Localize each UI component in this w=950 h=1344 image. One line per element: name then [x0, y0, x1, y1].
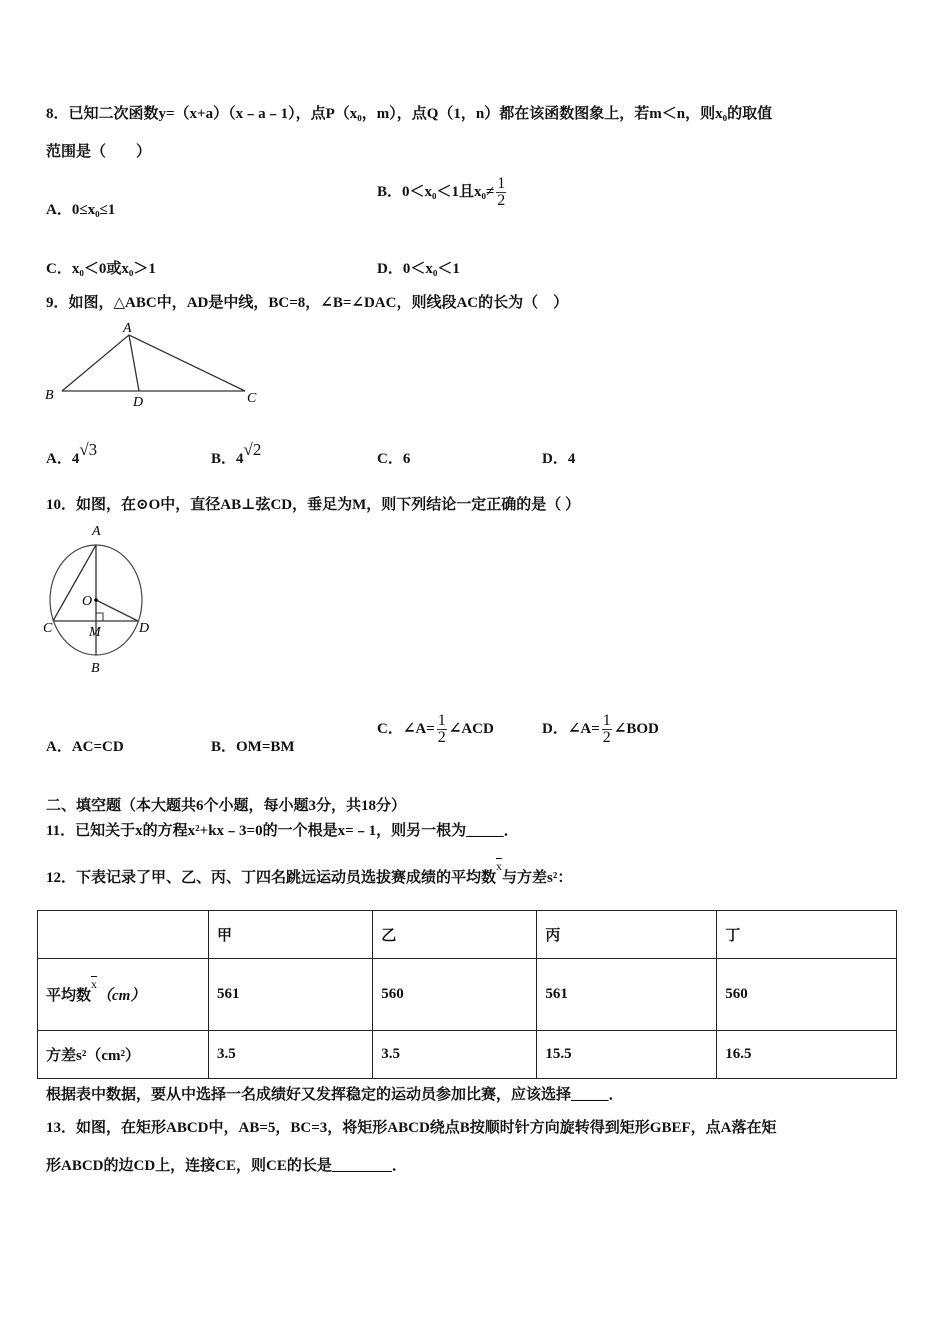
text: 12．下表记录了甲、乙、丙、丁四名跳远运动员选拔赛成绩的平均数	[46, 870, 497, 886]
denominator: 2	[437, 729, 446, 746]
q10-option-c	[377, 713, 494, 746]
header-cell: 乙	[373, 911, 537, 959]
q9-option-b-text: B．4	[211, 451, 244, 467]
label-m: M	[89, 625, 101, 640]
circle-diagram	[40, 520, 190, 680]
q10-stem: 10．如图，在⊙O中，直径AB⊥弦CD，垂足为M，则下列结论一定正确的是（ ）	[46, 497, 581, 513]
label-o: O	[82, 594, 93, 609]
fraction	[437, 713, 447, 746]
x-bar: x	[91, 977, 98, 991]
label-b: B	[91, 661, 100, 676]
q9-option-d: D．4	[542, 451, 576, 467]
score-table	[37, 910, 897, 1079]
q10-option-d	[542, 713, 659, 746]
text: D．∠A=	[542, 720, 600, 737]
text: ∠BOD	[613, 720, 659, 737]
cell: 3.5	[209, 1031, 373, 1079]
cell: 560	[717, 959, 897, 1031]
label-c: C	[247, 391, 257, 406]
q10-option-b: B．OM=BM	[211, 739, 295, 755]
triangle-diagram	[40, 318, 270, 410]
row-label: 方差s²（cm²）	[38, 1031, 209, 1079]
q9-stem: 9．如图，△ABC中，AD是中线，BC=8，∠B=∠DAC，则线段AC的长为（ ）	[46, 295, 569, 311]
q8-stem-line1: 8．已知二次函数y=（x+a）（x﹣a﹣1），点P（x₀，m），点Q（1，n）都在该函数图象上，若m＜n，则x₀的取值	[46, 106, 773, 122]
label-a: A	[123, 321, 132, 336]
q9-option-c: C．6	[377, 451, 411, 467]
q11: 11．已知关于x的方程x²+kx﹣3=0的一个根是x=﹣1，则另一根为_____．	[46, 823, 519, 839]
q13-line2: 形ABCD的边CD上，连接CE，则CE的长是________．	[46, 1158, 407, 1174]
q9-option-a-text: A．4	[46, 451, 80, 467]
q8-option-a: A．0≤x₀≤1	[46, 202, 116, 218]
label-d: D	[133, 395, 144, 410]
q12-after: 根据表中数据，要从中选择一名成绩好又发挥稳定的运动员参加比赛，应该选择_____．	[46, 1087, 624, 1103]
cell: 3.5	[373, 1031, 537, 1079]
numerator: 1	[602, 712, 611, 729]
x-bar: x	[496, 859, 503, 873]
sqrt: √3	[79, 440, 98, 459]
cell: 561	[537, 959, 717, 1031]
table-row	[38, 959, 897, 1031]
q8-option-b	[377, 176, 508, 209]
section-heading: 二、填空题（本大题共6个小题，每小题3分，共18分）	[46, 798, 407, 814]
q8-option-c: C．x₀＜0或x₀＞1	[46, 261, 156, 277]
q8-option-b-text: B．0＜x₀＜1且x₀≠	[377, 183, 495, 200]
q9-option-b	[211, 440, 262, 468]
header-cell: 甲	[209, 911, 373, 959]
label-b: B	[45, 388, 54, 403]
q8-stem-line2: 范围是（ ）	[46, 144, 152, 160]
cell: 16.5	[717, 1031, 897, 1079]
q8-option-d: D．0＜x₀＜1	[377, 261, 460, 277]
row-label	[38, 959, 209, 1031]
header-cell	[38, 911, 209, 959]
numerator: 1	[497, 175, 506, 192]
label-d: D	[139, 621, 150, 636]
fraction	[602, 713, 612, 746]
header-cell: 丁	[717, 911, 897, 959]
sqrt: √2	[243, 440, 262, 459]
label-a: A	[92, 524, 101, 539]
q12-stem	[46, 859, 573, 887]
q10-option-a: A．AC=CD	[46, 739, 124, 755]
text: 平均数	[46, 988, 92, 1004]
text: 与方差s²：	[502, 870, 573, 886]
denominator: 2	[497, 192, 506, 209]
unit: （cm）	[97, 988, 146, 1004]
q9-option-a	[46, 440, 98, 468]
table-row	[38, 1031, 897, 1079]
cell: 15.5	[537, 1031, 717, 1079]
numerator: 1	[437, 712, 446, 729]
cell: 561	[209, 959, 373, 1031]
fraction	[496, 176, 506, 209]
header-cell: 丙	[537, 911, 717, 959]
text: ∠ACD	[448, 720, 494, 737]
q13-line1: 13．如图，在矩形ABCD中，AB=5，BC=3，将矩形ABCD绕点B按顺时针方向旋转得到矩形GBEF，点A落在矩	[46, 1120, 777, 1136]
label-c: C	[43, 621, 53, 636]
cell: 560	[373, 959, 537, 1031]
table-header-row	[38, 911, 897, 959]
denominator: 2	[602, 729, 611, 746]
text: C．∠A=	[377, 720, 435, 737]
